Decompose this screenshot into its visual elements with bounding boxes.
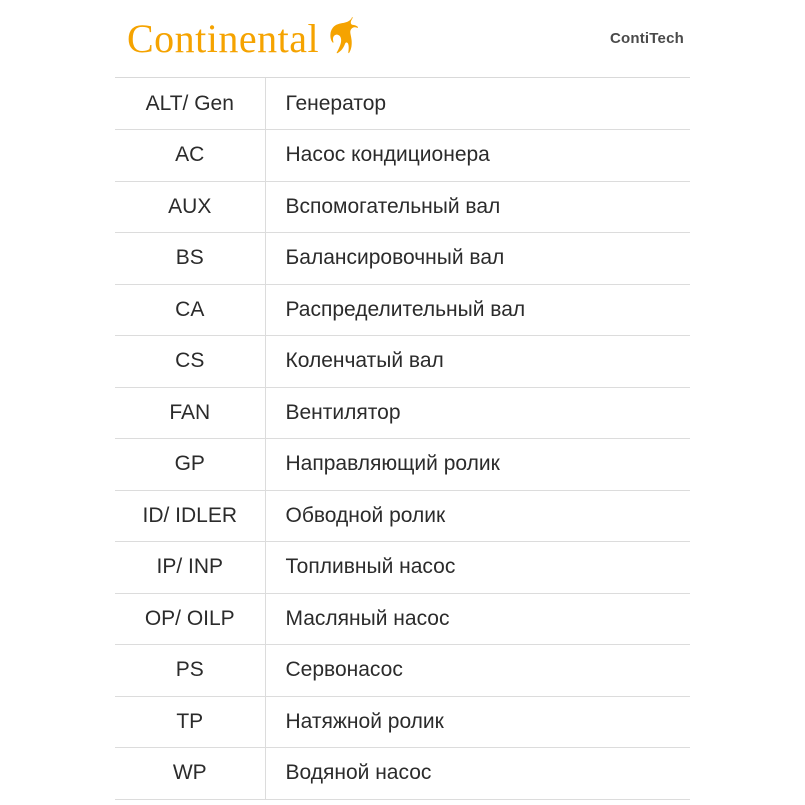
table-row <box>115 696 690 748</box>
table-row <box>115 78 690 130</box>
table-body <box>115 78 690 799</box>
table-row <box>115 130 690 182</box>
table-row <box>115 439 690 491</box>
table-row <box>115 748 690 800</box>
description-cell: Сервонасос <box>265 645 690 697</box>
description-cell: Балансировочный вал <box>265 233 690 285</box>
table-row <box>115 181 690 233</box>
abbr-cell: PS <box>115 645 265 697</box>
abbreviation-table <box>115 78 690 800</box>
description-cell: Распределительный вал <box>265 284 690 336</box>
contitech-wordmark: ContiTech <box>609 30 684 47</box>
abbr-cell: OP/ OILP <box>115 593 265 645</box>
abbr-cell: CA <box>115 284 265 336</box>
table-row <box>115 336 690 388</box>
abbr-cell: ALT/ Gen <box>115 78 265 130</box>
abbr-cell: WP <box>115 748 265 800</box>
abbr-cell: ID/ IDLER <box>115 490 265 542</box>
brand-header <box>115 0 690 78</box>
abbr-cell: AC <box>115 130 265 182</box>
table-row <box>115 284 690 336</box>
abbr-cell: TP <box>115 696 265 748</box>
table-row <box>115 645 690 697</box>
continental-logo <box>127 14 365 63</box>
abbr-cell: AUX <box>115 181 265 233</box>
table-row <box>115 542 690 594</box>
description-cell: Натяжной ролик <box>265 696 690 748</box>
table-row <box>115 593 690 645</box>
description-cell: Генератор <box>265 78 690 130</box>
abbr-cell: FAN <box>115 387 265 439</box>
description-cell: Масляный насос <box>265 593 690 645</box>
description-cell: Насос кондиционера <box>265 130 690 182</box>
description-cell: Водяной насос <box>265 748 690 800</box>
abbr-cell: BS <box>115 233 265 285</box>
description-cell: Направляющий ролик <box>265 439 690 491</box>
description-cell: Топливный насос <box>265 542 690 594</box>
table-row <box>115 387 690 439</box>
table-row <box>115 233 690 285</box>
abbr-cell: CS <box>115 336 265 388</box>
logo-wordmark: Continental <box>127 15 320 61</box>
description-cell: Обводной ролик <box>265 490 690 542</box>
horse-logo-icon <box>321 14 365 63</box>
description-cell: Вспомогательный вал <box>265 181 690 233</box>
description-cell: Коленчатый вал <box>265 336 690 388</box>
description-cell: Вентилятор <box>265 387 690 439</box>
table-row <box>115 490 690 542</box>
abbr-cell: IP/ INP <box>115 542 265 594</box>
abbr-cell: GP <box>115 439 265 491</box>
